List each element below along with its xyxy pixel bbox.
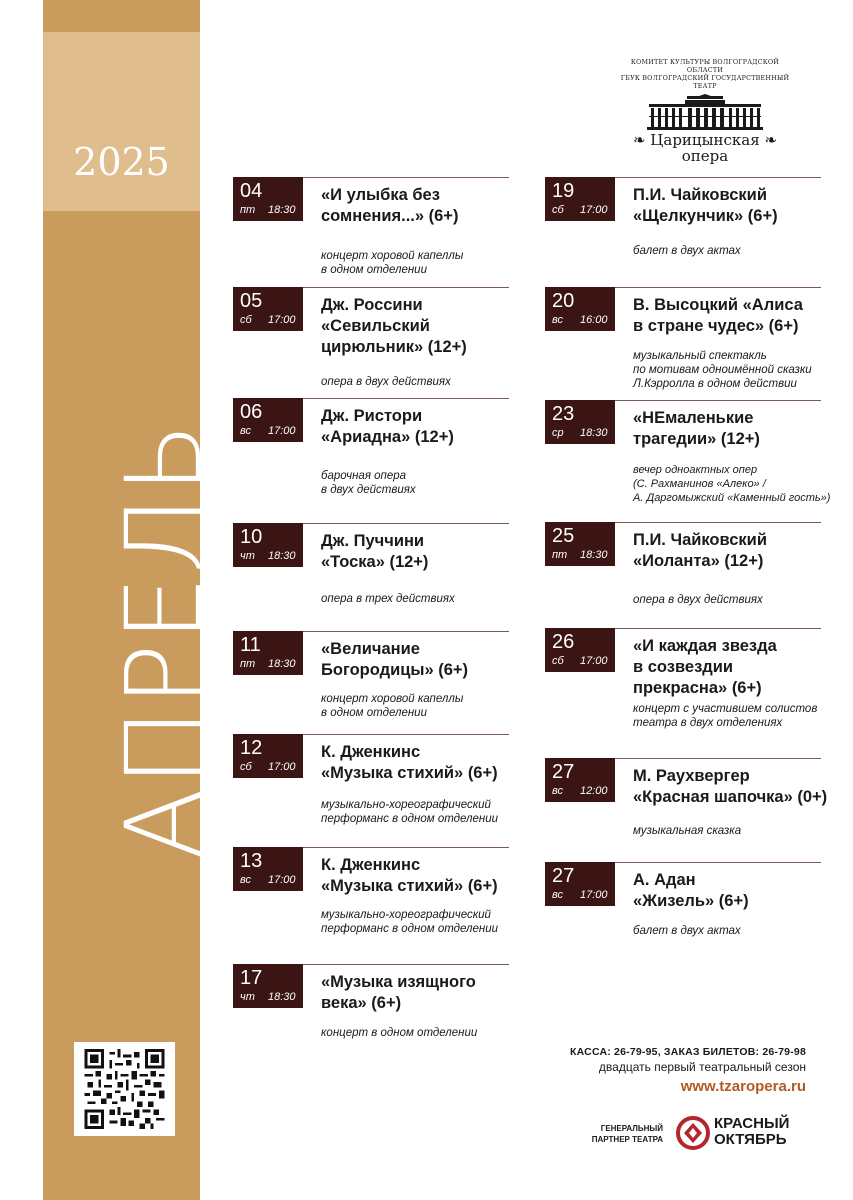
event-description: музыкальный спектакль по мотивам одноимённой сказки Л.Кэрролла в одном действии: [633, 350, 812, 390]
event-description: музыкально-хореографический перформанс в одном отделении: [321, 799, 499, 825]
event-description: концерт хоровой капеллы в одном отделении: [321, 250, 464, 276]
event-time: 17:00: [268, 314, 296, 326]
date-badge: [233, 398, 303, 442]
event-description: балет в двух актах: [633, 925, 741, 937]
event-weekday: чт: [240, 550, 255, 562]
event-description: концерт в одном отделении: [321, 1027, 478, 1039]
event-time: 18:30: [580, 549, 608, 561]
logo-name-text: Царицынская: [650, 131, 760, 149]
event-description: балет в двух актах: [633, 245, 741, 257]
event-weekday: сб: [240, 314, 252, 326]
event-title: «И каждая звезда в созвездии прекрасна» (6+): [633, 637, 777, 697]
event-weekday: сб: [552, 655, 564, 667]
date-badge: [545, 758, 615, 802]
partner-name-line-1: КРАСНЫЙ: [714, 1115, 790, 1132]
qr-code-graphic: [81, 1049, 168, 1129]
season-label: двадцать первый театральный сезон: [598, 1060, 806, 1074]
event-title: А. Адан «Жизель» (6+): [633, 871, 749, 910]
event-time: 17:00: [580, 204, 608, 216]
logo-org-line-1: КОМИТЕТ КУЛЬТУРЫ ВОЛГОГРАДСКОЙ ОБЛАСТИ: [630, 58, 780, 74]
event-title: Дж. Пуччини «Тоска» (12+): [321, 532, 429, 571]
date-badge: [233, 177, 303, 221]
event-time: 17:00: [580, 655, 608, 667]
event-description: музыкальная сказка: [633, 825, 742, 837]
event-time: 17:00: [268, 761, 296, 773]
event-weekday: чт: [240, 991, 255, 1003]
event-day: 19: [552, 180, 575, 202]
event-time: 12:00: [580, 785, 608, 797]
event-weekday: вс: [552, 314, 563, 326]
event-time: 18:30: [268, 658, 296, 670]
event-time: 18:30: [268, 204, 296, 216]
event-title: «И улыбка без сомнения...» (6+): [321, 186, 459, 225]
date-badge: [233, 847, 303, 891]
event-day: 04: [240, 180, 263, 202]
event-day: 25: [552, 525, 575, 547]
date-badge: [233, 523, 303, 567]
event-title: М. Раухвергер «Красная шапочка» (0+): [633, 767, 828, 806]
krasny-oktyabr-logo-icon: [676, 1114, 710, 1152]
event-time: 17:00: [580, 889, 608, 901]
event-weekday: сб: [240, 761, 252, 773]
event-title: Дж. Россини «Севильский цирюльник» (12+): [321, 296, 467, 356]
partner-label-line-1: ГЕНЕРАЛЬНЫЙ: [600, 1124, 663, 1133]
event-time: 18:30: [580, 427, 608, 439]
event-weekday: ср: [552, 427, 564, 439]
logo-subname: опера: [681, 147, 729, 165]
event-description: концерт с участившем солистов театра в двух отделениях: [633, 703, 818, 729]
date-badge: [545, 400, 615, 444]
event-description: концерт хоровой капеллы в одном отделении: [321, 693, 464, 719]
event-description: музыкально-хореографический перформанс в одном отделении: [321, 909, 499, 935]
theatre-building-icon: [645, 94, 765, 130]
event-time: 18:30: [268, 991, 296, 1003]
partner-name-line-2: ОКТЯБРЬ: [714, 1131, 787, 1148]
event-weekday: сб: [552, 204, 564, 216]
event-day: 05: [240, 290, 263, 312]
year-label: 2025: [73, 140, 170, 184]
box-office-phones: КАССА: 26-79-95, ЗАКАЗ БИЛЕТОВ: 26-79-98: [570, 1046, 806, 1058]
general-partner: [578, 1114, 808, 1154]
event-day: 20: [552, 290, 575, 312]
date-badge: [545, 522, 615, 566]
event-description: опера в двух действиях: [633, 594, 763, 606]
event-description: барочная опера в двух действиях: [321, 470, 416, 496]
event-description: опера в трех действиях: [321, 593, 455, 605]
event-day: 27: [552, 761, 575, 783]
partner-name: [714, 1116, 789, 1148]
event-weekday: пт: [240, 658, 256, 670]
date-badge: [545, 628, 615, 672]
event-day: 26: [552, 631, 575, 653]
event-day: 11: [240, 634, 261, 656]
event-description: вечер одноактных опер (С. Рахманинов «Алеко» / А. Даргомыжский «Каменный гость»): [633, 464, 831, 504]
event-weekday: вс: [240, 425, 251, 437]
event-day: 27: [552, 865, 575, 887]
event-time: 18:30: [268, 550, 296, 562]
event-day: 12: [240, 737, 263, 759]
event-day: 06: [240, 401, 263, 423]
partner-label: [578, 1123, 663, 1145]
logo-ornament-left: ❧: [632, 131, 651, 149]
event-description: опера в двух действиях: [321, 376, 451, 388]
event-weekday: пт: [552, 549, 568, 561]
logo-ornament-right: ❧: [759, 131, 778, 149]
event-time: 17:00: [268, 425, 296, 437]
event-weekday: вс: [552, 785, 563, 797]
date-badge: [545, 287, 615, 331]
sidebar-year-panel: [43, 32, 200, 211]
event-title: «Музыка изящного века» (6+): [321, 973, 476, 1012]
date-badge: [545, 862, 615, 906]
date-badge: [233, 964, 303, 1008]
month-label: АПРЕЛЬ: [103, 420, 225, 860]
qr-code-icon[interactable]: [74, 1042, 175, 1136]
event-day: 17: [240, 967, 263, 989]
event-weekday: вс: [240, 874, 251, 886]
event-time: 17:00: [268, 874, 296, 886]
event-title: Дж. Ристори «Ариадна» (12+): [321, 407, 454, 446]
event-title: К. Дженкинс «Музыка стихий» (6+): [321, 743, 498, 782]
event-title: «Величание Богородицы» (6+): [321, 640, 469, 679]
event-title: К. Дженкинс «Музыка стихий» (6+): [321, 856, 498, 895]
date-badge: [233, 287, 303, 331]
date-badge: [233, 734, 303, 778]
event-day: 13: [240, 850, 263, 872]
theatre-logo: [620, 58, 790, 165]
date-badge: [233, 631, 303, 675]
event-time: 16:00: [580, 314, 608, 326]
event-title: «НЕмаленькие трагедии» (12+): [633, 409, 760, 448]
event-weekday: пт: [240, 204, 256, 216]
footer-contacts: [520, 1046, 806, 1095]
sidebar: [43, 0, 225, 1200]
website-link[interactable]: www.tzaropera.ru: [680, 1078, 806, 1095]
event-title: П.И. Чайковский «Щелкунчик» (6+): [633, 186, 778, 225]
event-day: 23: [552, 403, 575, 425]
logo-org-line-2: ГБУК ВОЛГОГРАДСКИЙ ГОСУДАРСТВЕННЫЙ ТЕАТР: [620, 74, 790, 90]
date-badge: [545, 177, 615, 221]
event-title: В. Высоцкий «Алиса в стране чудес» (6+): [633, 296, 803, 335]
event-title: П.И. Чайковский «Иоланта» (12+): [633, 531, 767, 570]
partner-label-line-2: ПАРТНЕР ТЕАТРА: [591, 1135, 663, 1144]
event-weekday: вс: [552, 889, 563, 901]
event-day: 10: [240, 526, 263, 548]
